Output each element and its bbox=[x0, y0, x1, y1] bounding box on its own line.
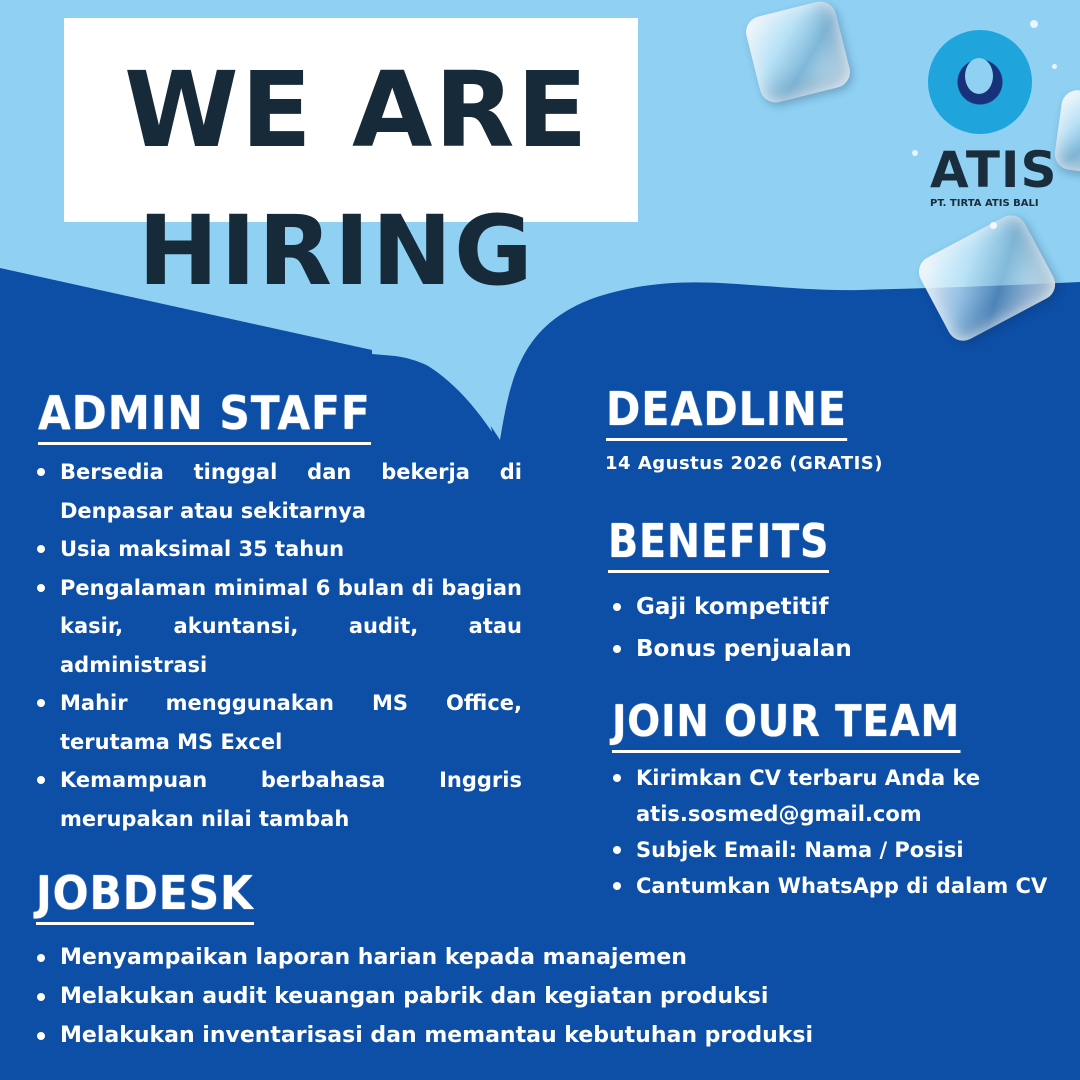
list-item: Kemampuan berbahasa Inggris merupakan nilai tambah bbox=[36, 761, 522, 838]
heading-underline bbox=[36, 922, 254, 925]
list-item: Bonus penjualan bbox=[612, 628, 1012, 670]
admin-staff-heading-text: ADMIN STAFF bbox=[38, 386, 371, 440]
join-heading bbox=[612, 696, 961, 753]
benefits-list bbox=[612, 586, 1012, 670]
list-item: Cantumkan WhatsApp di dalam CV bbox=[612, 868, 1062, 904]
list-item: Melakukan audit keuangan pabrik dan kegiatan produksi bbox=[36, 977, 936, 1016]
deadline-heading bbox=[606, 382, 847, 441]
heading-underline bbox=[612, 750, 960, 753]
admin-staff-heading bbox=[38, 386, 371, 445]
join-heading-text: JOIN OUR TEAM bbox=[612, 696, 961, 747]
list-item: Bersedia tinggal dan bekerja di Denpasar atau sekitarnya bbox=[36, 453, 522, 530]
list-item: Kirimkan CV terbaru Anda ke atis.sosmed@gmail.com bbox=[612, 760, 1062, 832]
title-line-1: WE ARE bbox=[124, 49, 590, 171]
benefits-heading-text: BENEFITS bbox=[608, 514, 830, 568]
heading-underline bbox=[606, 438, 847, 441]
list-item: Menyampaikan laporan harian kepada manajemen bbox=[36, 938, 936, 977]
list-item: Gaji kompetitif bbox=[612, 586, 1012, 628]
deadline-date: 14 Agustus 2026 (GRATIS) bbox=[605, 453, 883, 474]
heading-underline bbox=[38, 442, 371, 445]
logo-subtitle: PT. TIRTA ATIS BALI bbox=[930, 198, 1039, 209]
jobdesk-heading bbox=[36, 866, 254, 925]
jobdesk-list bbox=[36, 938, 936, 1055]
jobdesk-heading-text: JOBDESK bbox=[36, 866, 254, 920]
heading-underline bbox=[608, 570, 829, 573]
company-logo bbox=[916, 22, 1056, 222]
admin-staff-requirements bbox=[36, 453, 522, 838]
list-item: Usia maksimal 35 tahun bbox=[36, 530, 522, 569]
logo-name: ATIS bbox=[930, 141, 1058, 199]
list-item: Subjek Email: Nama / Posisi bbox=[612, 832, 1062, 868]
join-instructions bbox=[612, 760, 1062, 904]
list-item: Mahir menggunakan MS Office, terutama MS Excel bbox=[36, 684, 522, 761]
list-item: Pengalaman minimal 6 bulan di bagian kasir, akuntansi, audit, atau administrasi bbox=[36, 569, 522, 685]
deadline-heading-text: DEADLINE bbox=[606, 382, 847, 436]
list-item: Melakukan inventarisasi dan memantau kebutuhan produksi bbox=[36, 1016, 936, 1055]
benefits-heading bbox=[608, 514, 830, 573]
atis-ring-logo-icon bbox=[928, 30, 1032, 134]
title-line-2: HIRING bbox=[138, 195, 535, 307]
water-drop bbox=[990, 222, 997, 229]
